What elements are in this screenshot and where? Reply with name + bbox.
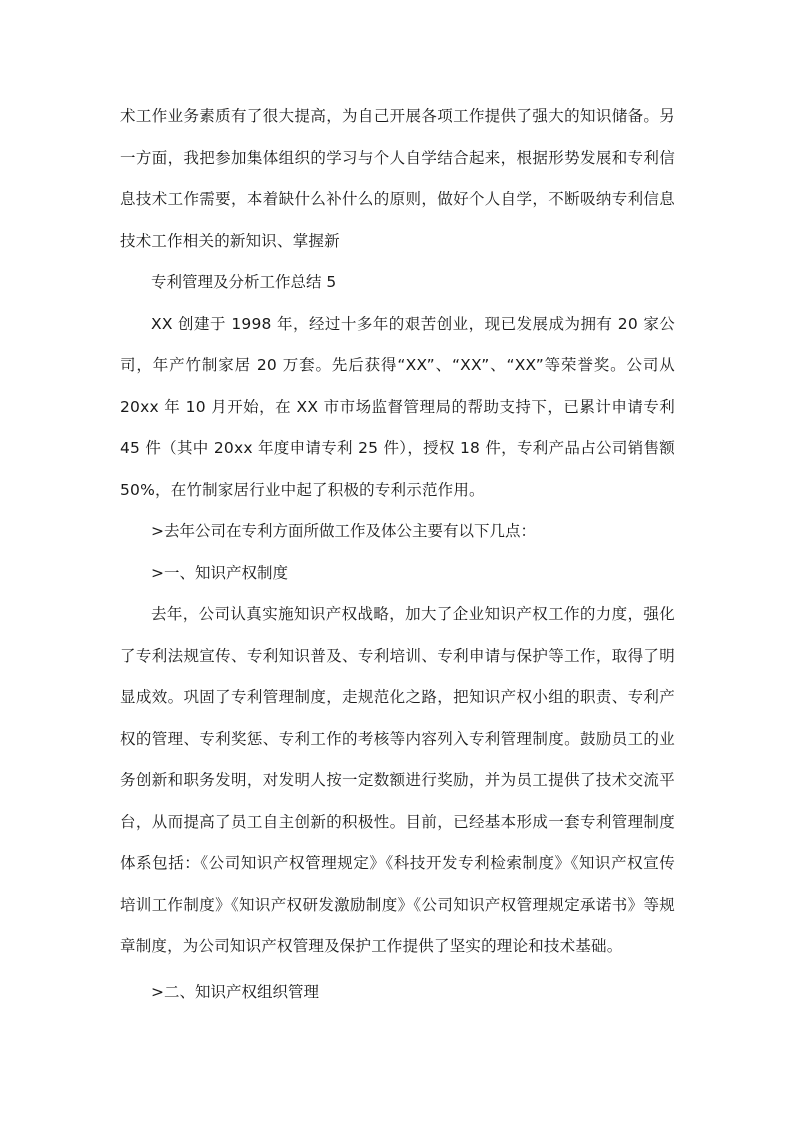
body-paragraph: 术工作业务素质有了很大提高，为自己开展各项工作提供了强大的知识储备。另一方面，我把参加集体组织的学习与个人自学结合起来，根据形势发展和专利信息技术工作需要，本着缺什么补什么的原则，做好个人自学，不断吸纳专利信息技术工作相关的新知识、掌握新	[120, 107, 675, 250]
section-heading: >二、知识产权组织管理	[151, 982, 319, 1001]
section-title: 专利管理及分析工作总结 5	[151, 273, 337, 291]
section-heading: >去年公司在专利方面所做工作及体公主要有以下几点：	[151, 522, 536, 540]
document-page	[120, 96, 675, 1013]
body-paragraph: 去年，公司认真实施知识产权战略，加大了企业知识产权工作的力度，强化了专利法规宣传、专利知识普及、专利培训、专利申请与保护等工作，取得了明显成效。巩固了专利管理制度，走规范化之路，把知识产权小组的职责、专利产权的管理、专利奖惩、专利工作的考核等内容列入专利管理制度。鼓励员工的业务创新和职务发明，对发明人按一定数额进行奖励，并为员工提供了技术交流平台，从而提高了员工自主创新的积极性。目前，已经基本形成一套专利管理制度体系包括：《公司知识产权管理规定》《科技开发专利检索制度》《知识产权宣传培训工作制度》《知识产权研发激励制度》《公司知识产权管理规定承诺书》等规章制度，为公司知识产权管理及保护工作提供了坚实的理论和技术基础。	[120, 605, 675, 955]
section-heading: >一、知识产权制度	[151, 563, 288, 582]
body-paragraph: XX 创建于 1998 年，经过十多年的艰苦创业，现已发展成为拥有 20 家公司，年产竹制家居 20 万套。先后获得“XX”、“XX”、“XX”等荣誉奖。公司从 20xx 年 10 月开始，在 XX 市市场监督管理局的帮助支持下，已累计申请专利 45 件（其中 20xx 年度申请专利 25 件），授权 18 件，专利产品占公司销售额 50%，在竹制家居行业中起了积极的专利示范作用。	[120, 314, 675, 499]
